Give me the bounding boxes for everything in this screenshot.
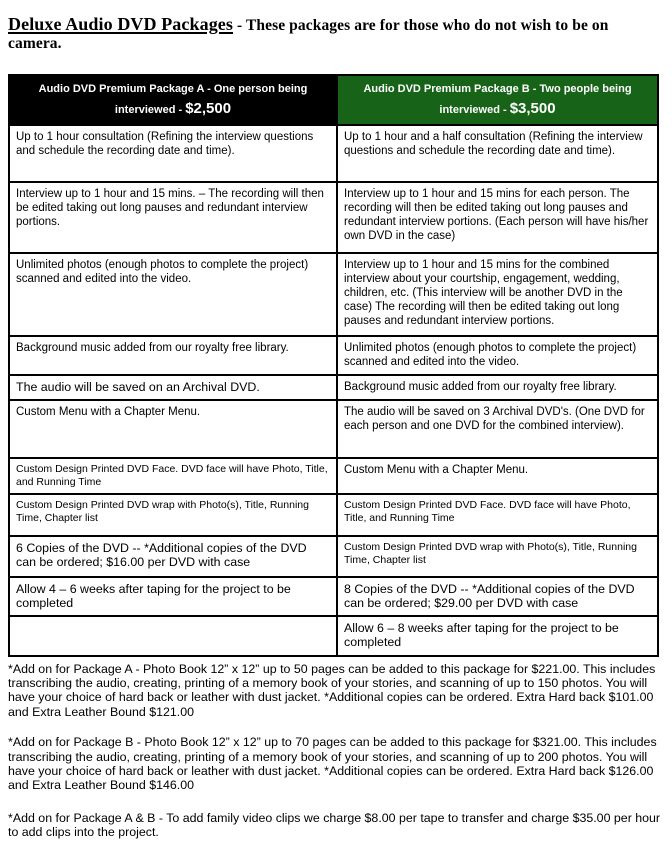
footnote-package-a-addon: *Add on for Package A - Photo Book 12” x 12” up to 50 pages can be added to this package for $221.00. This includes transcribing the audio, creating, printing of a memory book of your stories, and scanning of up to 150 photos. You will have your choice of hard back or leather with dust jacket. *Additional copies can be ordered. Extra Hard back $101.00 and Extra Leather Bound $121.00 — [8, 661, 656, 719]
package-a-header-line1: Audio DVD Premium Package A - One person being — [38, 83, 308, 95]
page-title-main: Deluxe Audio DVD Packages — [8, 14, 234, 34]
package-b-interviewed-label: interviewed - — [439, 104, 507, 116]
table-row — [10, 576, 657, 615]
table-row — [10, 181, 657, 252]
table-header-row — [10, 76, 657, 124]
package-a-header-line2 — [115, 100, 231, 117]
package-b-cell: The audio will be saved on 3 Archival DVD's. (One DVD for each person and one DVD for the combined interview). — [344, 405, 645, 432]
package-b-price: $3,500 — [509, 100, 556, 117]
package-a-cell-empty — [10, 617, 338, 655]
package-b-header — [338, 76, 657, 124]
package-b-cell: Allow 6 – 8 weeks after taping for the project to be completed — [344, 620, 619, 649]
package-b-header-line1: Audio DVD Premium Package B - Two people being — [363, 83, 632, 95]
table-row — [10, 615, 657, 655]
package-a-cell: Unlimited photos (enough photos to complete the project) scanned and edited into the video. — [10, 254, 338, 335]
package-b-cell: Unlimited photos (enough photos to complete the project) scanned and edited into the video. — [344, 342, 637, 368]
package-b-cell: Up to 1 hour and a half consultation (Refining the interview questions and schedule the recording date and time). — [344, 131, 643, 157]
table-row — [10, 374, 657, 399]
footnotes-section — [8, 662, 663, 840]
package-a-cell: Background music added from our royalty free library. — [10, 337, 338, 374]
footnote-package-ab-addon: *Add on for Package A & B - To add family video clips we charge $8.00 per tape to transfer and charge $35.00 per hour to add clips into the project. — [8, 810, 661, 840]
package-b-cell: Interview up to 1 hour and 15 mins for each person. The recording will then be edited taking out long pauses and redundant interview portions. (Each person will have his/her own DVD in the case) — [344, 188, 649, 242]
package-a-cell: Up to 1 hour consultation (Refining the interview questions and schedule the recording date and time). — [10, 126, 338, 181]
table-row — [10, 252, 657, 335]
footnote-package-b-addon: *Add on for Package B - Photo Book 12” x 12” up to 70 pages can be added to this package for $321.00. This includes transcribing the audio, creating, printing of a memory book of your stories, and scanning of up to 200 photos. You will have your choice of hard back or leather with dust jacket. *Additional copies can be ordered. Extra Hard back $126.00 and Extra Leather Bound $146.00 — [8, 735, 657, 793]
table-row — [10, 457, 657, 493]
table-row — [10, 535, 657, 576]
package-b-cell: Background music added from our royalty free library. — [344, 381, 617, 393]
package-a-interviewed-label: interviewed - — [114, 104, 183, 116]
table-row — [10, 335, 657, 374]
table-row — [10, 124, 657, 181]
package-a-cell: Interview up to 1 hour and 15 mins. – The recording will then be edited taking out long pauses and redundant interview portions. — [10, 183, 338, 252]
package-b-cell: Custom Design Printed DVD Face. DVD face will have Photo, Title, and Running Time — [344, 498, 631, 524]
package-a-cell: Custom Menu with a Chapter Menu. — [10, 401, 338, 457]
package-a-cell: Custom Design Printed DVD Face. DVD face will have Photo, Title, and Running Time — [10, 459, 338, 493]
page-title-suffix: - These packages are for those who do not wish to be on camera. — [8, 17, 609, 52]
package-a-cell: The audio will be saved on an Archival DVD. — [10, 376, 338, 399]
package-a-price: $2,500 — [185, 100, 232, 117]
package-comparison-table — [8, 74, 659, 657]
table-row — [10, 493, 657, 535]
package-b-cell: 8 Copies of the DVD -- *Additional copies of the DVD can be ordered; $29.00 per DVD with case — [344, 581, 635, 610]
package-b-cell: Custom Menu with a Chapter Menu. — [344, 463, 529, 476]
page-title — [8, 14, 660, 53]
package-b-cell: Custom Design Printed DVD wrap with Photo(s), Title, Running Time, Chapter list — [344, 540, 637, 566]
package-a-cell: Allow 4 – 6 weeks after taping for the project to be completed — [10, 578, 338, 615]
package-a-header — [10, 76, 338, 124]
package-a-cell: Custom Design Printed DVD wrap with Photo(s), Title, Running Time, Chapter list — [10, 495, 338, 535]
package-b-cell: Interview up to 1 hour and 15 mins for the combined interview about your courtship, engagement, wedding, children, etc. (This interview will be another DVD in the case) The recording will then be edited taking out long pauses and redundant interview portions. — [344, 259, 623, 327]
package-b-header-line2 — [439, 100, 555, 117]
table-row — [10, 399, 657, 457]
package-a-cell: 6 Copies of the DVD -- *Additional copies of the DVD can be ordered; $16.00 per DVD with case — [10, 537, 338, 576]
